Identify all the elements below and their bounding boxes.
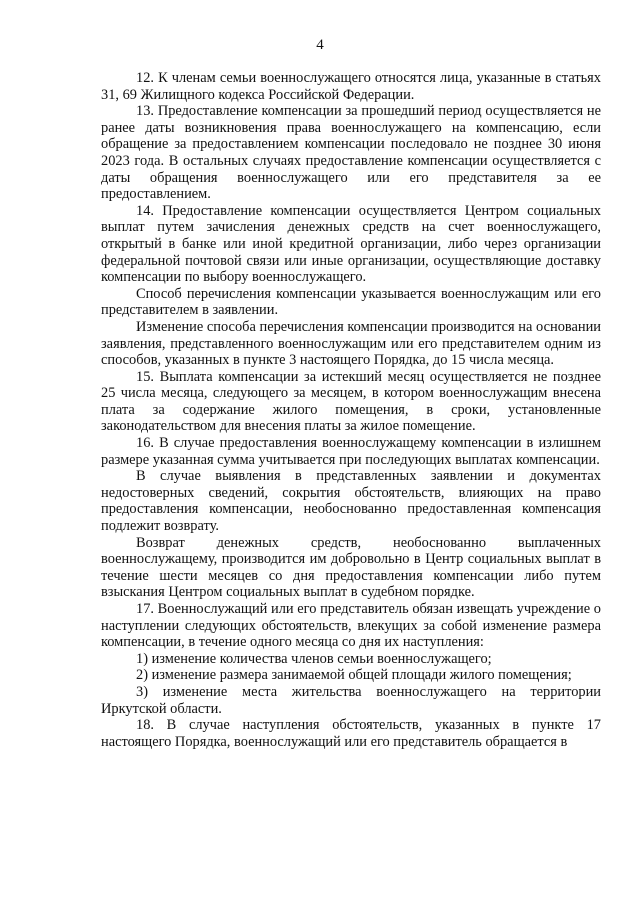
paragraph-14-payment-method: Способ перечисления компенсации указывается военнослужащим или его представителем в заявлении. [101,285,601,319]
paragraph-16: 16. В случае предоставления военнослужащему компенсации в излишнем размере указанная сумма учитывается при последующих выплатах компенсации. [101,435,601,468]
paragraph-14: 14. Предоставление компенсации осуществляется Центром социальных выплат путем зачисления денежных средств на счет военнослужащего, открытый в банке или иной кредитной организации, либо через организации федеральной почтовой связи или иные организации, осуществляющие доставку компенсации по выбору военнослужащего. [101,202,601,286]
list-item-3: 3) изменение места жительства военнослужащего на территории Иркутской области. [101,683,601,717]
paragraph-16-refund: Возврат денежных средств, необоснованно выплаченных военнослужащему, производится им добровольно в Центр социальных выплат в течение шести месяцев со дня предоставления компенсации либо путем взыскания Центром социальных выплат в судебном порядке. [101,534,601,601]
document-body [101,70,601,750]
paragraph-16-false-info: В случае выявления в представленных заявлении и документах недостоверных сведений, сокрытия обстоятельств, влияющих на право предоставления компенсации, необоснованно предоставленная компенсация подлежит возврату. [101,468,601,535]
paragraph-15: 15. Выплата компенсации за истекший месяц осуществляется не позднее 25 числа месяца, следующего за месяцем, в котором военнослужащим внесена плата за содержание жилого помещения, в сроки, установленные законодательством для внесения платы за жилое помещение. [101,368,601,435]
paragraph-17: 17. Военнослужащий или его представитель обязан извещать учреждение о наступлении следующих обстоятельств, влекущих за собой изменение размера компенсации, в течение одного месяца со дня их наступления: [101,601,601,651]
paragraph-12: 12. К членам семьи военнослужащего относятся лица, указанные в статьях 31, 69 Жилищного кодекса Российской Федерации. [101,70,601,103]
list-item-2: 2) изменение размера занимаемой общей площади жилого помещения; [136,667,572,684]
paragraph-13: 13. Предоставление компенсации за прошедший период осуществляется не ранее даты возникновения права военнослужащего на компенсацию, если обращение за предоставлением компенсации последовало не позднее 30 июня 2023 года. В остальных случаях предоставление компенсации осуществляется с даты обращения военнослужащего или его представителя за ее предоставлением. [101,103,601,203]
paragraph-18: 18. В случае наступления обстоятельств, указанных в пункте 17 настоящего Порядка, военнослужащий или его представитель обращается в [101,717,601,750]
paragraph-14-method-change: Изменение способа перечисления компенсации производится на основании заявления, представленного военнослужащим или его представителем одним из способов, указанных в пункте 3 настоящего Порядка, до 15 числа месяца. [101,318,601,369]
list-item-1: 1) изменение количества членов семьи военнослужащего; [136,650,492,667]
page-number: 4 [316,37,324,53]
